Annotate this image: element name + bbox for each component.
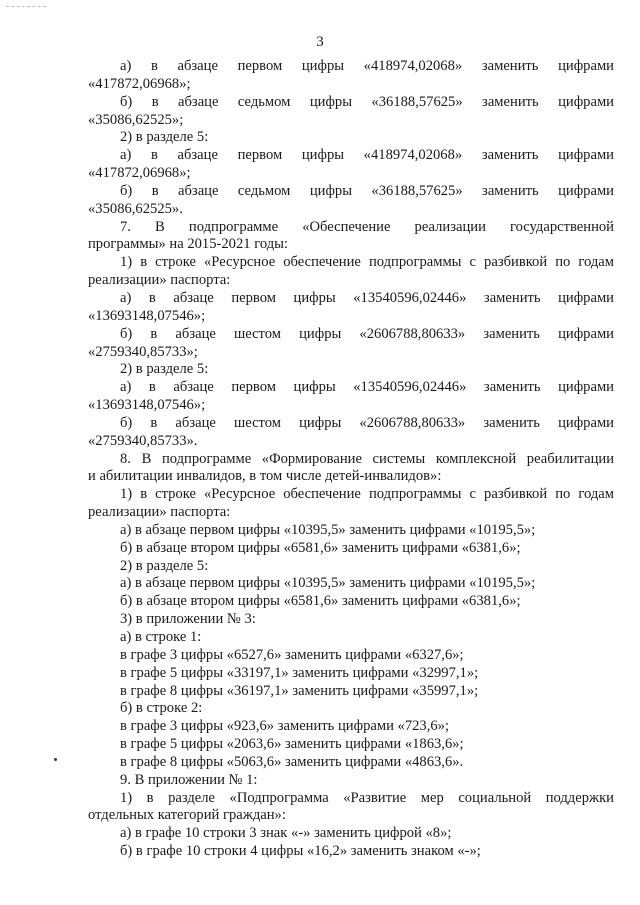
text-line: 8. В подпрограмме «Формирование системы комплексной реабилитации (120, 450, 614, 467)
text-line: б) в абзаце шестом цифры «2606788,80633» заменить цифрами (120, 414, 614, 431)
text-line: а) в абзаце первом цифры «10395,5» заменить цифрами «10195,5»; (120, 521, 536, 538)
text-line: отдельных категорий граждан»: (88, 807, 286, 824)
text-line: 2) в разделе 5: (120, 361, 209, 378)
text-line: «35086,62525»; (88, 111, 184, 128)
text-line: а) в абзаце первом цифры «418974,02068» заменить цифрами (120, 58, 614, 74)
text-line: «417872,06968»; (88, 75, 191, 92)
text-line: а) в строке 1: (120, 629, 202, 645)
text-line: 1) в разделе «Подпрограмма «Развитие мер социальной поддержки (120, 789, 614, 806)
text-line: в графе 5 цифры «33197,1» заменить цифрами «32997,1»; (120, 664, 479, 681)
text-line: в графе 3 цифры «6527,6» заменить цифрами «6327,6»; (120, 646, 464, 663)
margin-dot (54, 758, 57, 761)
text-line: «417872,06968»; (88, 165, 191, 182)
text-line: 9. В приложении № 1: (120, 771, 258, 788)
text-line: «2759340,85733». (88, 432, 198, 449)
text-line: в графе 8 цифры «36197,1» заменить цифрами «35997,1»; (120, 682, 479, 699)
text-line: б) в строке 2: (120, 700, 203, 717)
text-line: «35086,62525». (88, 200, 183, 217)
scan-artifact (6, 6, 46, 9)
text-line: 2) в разделе 5: (120, 557, 209, 574)
text-line: 7. В подпрограмме «Обеспечение реализации государственной (120, 218, 614, 235)
text-line: б) в графе 10 строки 4 цифры «16,2» заменить знаком «-»; (120, 843, 481, 860)
text-line: «13693148,07546»; (88, 397, 206, 414)
text-line: 1) в строке «Ресурсное обеспечение подпрограммы с разбивкой по годам (120, 254, 614, 271)
text-line: б) в абзаце втором цифры «6581,6» заменить цифрами «6381,6»; (120, 539, 521, 556)
text-line: в графе 3 цифры «923,6» заменить цифрами «723,6»; (120, 718, 450, 735)
text-line: и абилитации инвалидов, в том числе детей-инвалидов»: (88, 468, 442, 485)
text-line: а) в абзаце первом цифры «13540596,02446» заменить цифрами (120, 289, 614, 306)
text-line: в графе 8 цифры «5063,6» заменить цифрами «4863,6». (120, 753, 464, 770)
text-line: 2) в разделе 5: (120, 129, 209, 146)
text-line: реализации» паспорта: (88, 504, 231, 521)
text-line: 3) в приложении № 3: (120, 611, 256, 628)
text-line: а) в абзаце первом цифры «10395,5» заменить цифрами «10195,5»; (120, 575, 536, 592)
text-line: б) в абзаце седьмом цифры «36188,57625» заменить цифрами (120, 93, 614, 110)
text-line: «2759340,85733»; (88, 343, 198, 360)
text-line: реализации» паспорта: (88, 272, 231, 289)
text-line: а) в абзаце первом цифры «418974,02068» заменить цифрами (120, 147, 614, 164)
text-line: 1) в строке «Ресурсное обеспечение подпрограммы с разбивкой по годам (120, 486, 614, 503)
page-number: 3 (316, 34, 324, 50)
text-line: программы» на 2015-2021 годы: (88, 236, 288, 253)
text-line: б) в абзаце втором цифры «6581,6» заменить цифрами «6381,6»; (120, 593, 521, 610)
text-line: а) в абзаце первом цифры «13540596,02446» заменить цифрами (120, 379, 614, 396)
text-line: б) в абзаце седьмом цифры «36188,57625» заменить цифрами (120, 182, 614, 199)
document-body (88, 58, 614, 861)
text-line: б) в абзаце шестом цифры «2606788,80633» заменить цифрами (120, 325, 614, 342)
text-line: а) в графе 10 строки 3 знак «-» заменить цифрой «8»; (120, 825, 452, 842)
text-line: в графе 5 цифры «2063,6» заменить цифрами «1863,6»; (120, 736, 464, 753)
text-line: «13693148,07546»; (88, 307, 206, 324)
